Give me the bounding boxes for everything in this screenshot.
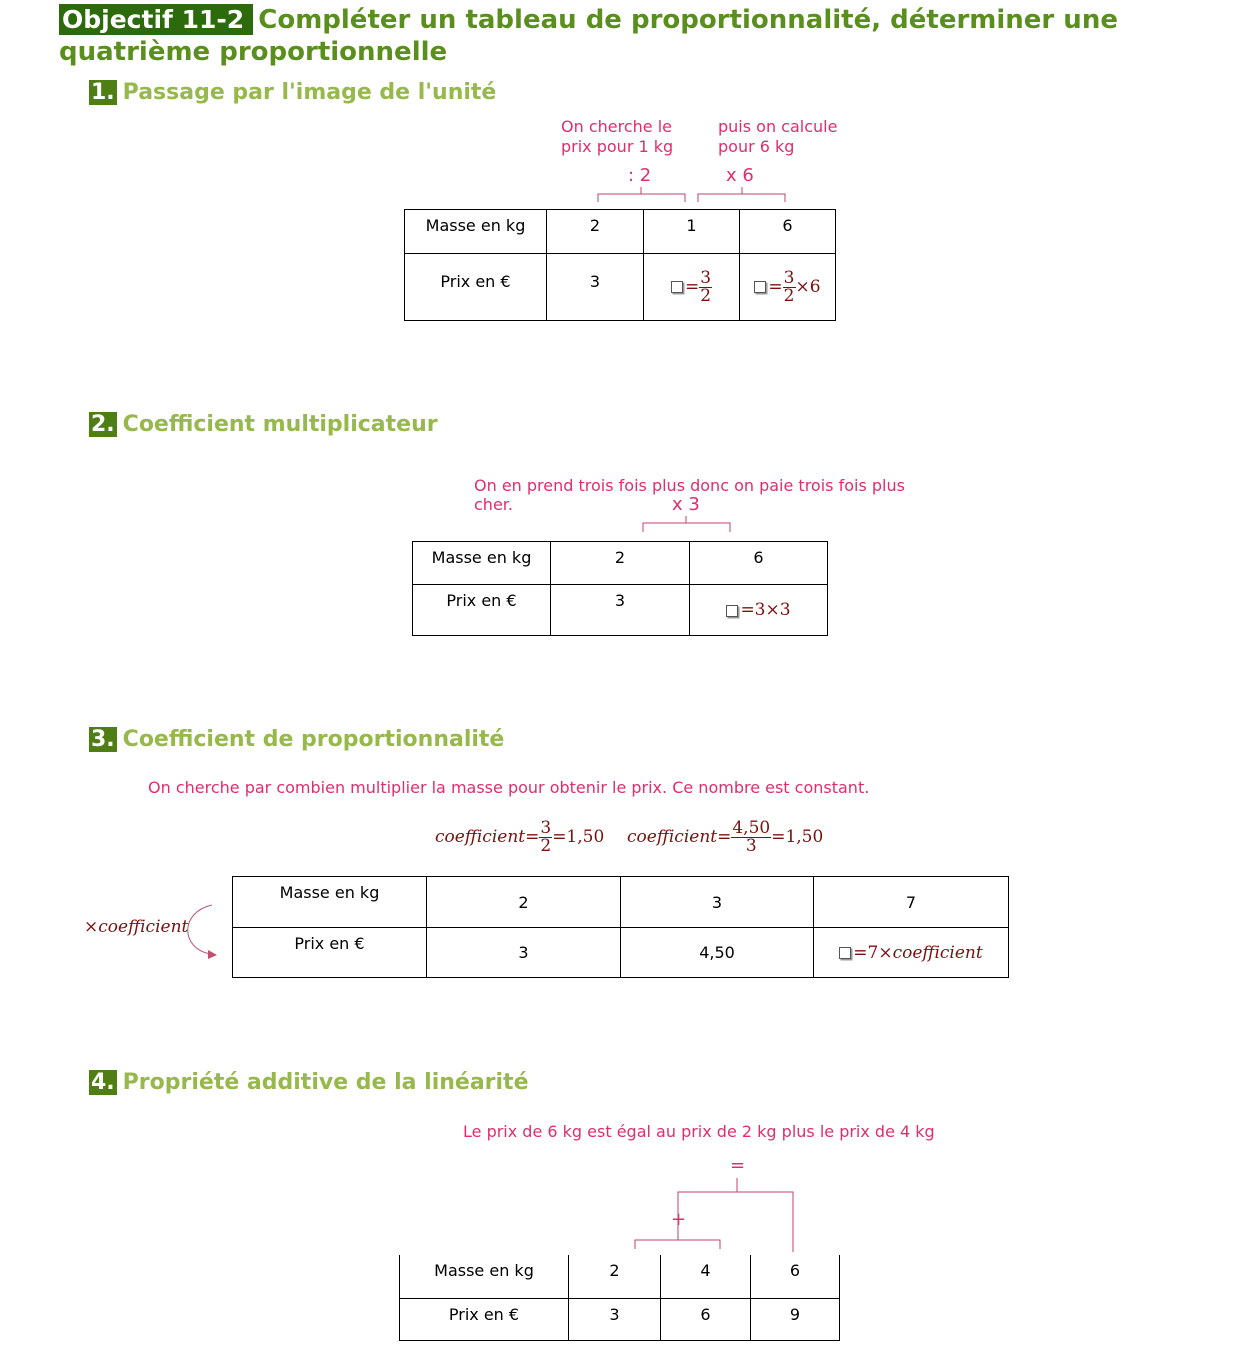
- table-cell: 7: [814, 877, 1009, 928]
- side-coefficient-label: ×coefficient: [84, 917, 189, 937]
- table-cell: 3: [621, 877, 814, 928]
- objective-badge: Objectif 11-2: [59, 4, 253, 35]
- operator-equals: =: [730, 1155, 746, 1176]
- table-cell: 3: [569, 1298, 661, 1340]
- table-cell: 2: [551, 542, 690, 585]
- note-constant: On cherche par combien multiplier la masse pour obtenir le prix. Ce nombre est constant.: [148, 778, 870, 797]
- table-cell: 9: [751, 1298, 840, 1340]
- formula-cell-six: = $\frac{3}{2}$ ×6: [740, 254, 836, 321]
- note-three-times: On en prend trois fois plus donc on paie trois fois plus cher.: [474, 476, 905, 514]
- table-cell: 2: [569, 1255, 661, 1298]
- section-title: Propriété additive de la linéarité: [122, 1070, 529, 1095]
- table-cell: 4: [661, 1255, 751, 1298]
- section-number: 3.: [91, 727, 115, 752]
- table-cell: 6: [661, 1298, 751, 1340]
- formula-cell-unit: = $\frac{3}{2}$: [644, 254, 740, 321]
- row-label-mass: Masse en kg: [413, 542, 551, 585]
- row-label-price: Prix en €: [233, 928, 427, 978]
- formula-cell: =3×3: [690, 585, 828, 636]
- section-title: Passage par l'image de l'unité: [122, 80, 497, 105]
- operator-plus: +: [671, 1209, 687, 1230]
- row-label-mass: Masse en kg: [233, 877, 427, 928]
- section-title: Coefficient de proportionnalité: [122, 727, 505, 752]
- note-additive: Le prix de 6 kg est égal au prix de 2 kg plus le prix de 4 kg: [463, 1122, 935, 1141]
- table-cell: 6: [751, 1255, 840, 1298]
- page-title: Compléter un tableau de proportionnalité, déterminer une quatrième proportionnelle: [59, 5, 1118, 67]
- row-label-price: Prix en €: [413, 585, 551, 636]
- table-cell: 3: [547, 254, 644, 321]
- formula-coefficient-2: coefficient= $\frac{4,50}{3}$ =1,50: [627, 818, 824, 856]
- formula-cell: =7×coefficient: [814, 928, 1009, 978]
- section-number: 4.: [91, 1070, 115, 1095]
- section-number: 2.: [91, 412, 115, 437]
- operator-times-6: x 6: [726, 165, 754, 186]
- row-label-mass: Masse en kg: [405, 210, 547, 254]
- table-cell: 4,50: [621, 928, 814, 978]
- formula-coefficient-1: coefficient= $\frac{3}{2}$ =1,50: [435, 818, 605, 856]
- table-cell: 1: [644, 210, 740, 254]
- operator-divide-2: : 2: [628, 165, 652, 186]
- table-cell: 6: [690, 542, 828, 585]
- operator-times-3: x 3: [672, 494, 700, 515]
- table-cell: 2: [427, 877, 621, 928]
- table-additive: [399, 1255, 840, 1341]
- row-label-price: Prix en €: [400, 1298, 569, 1340]
- note-unit-price: On cherche le prix pour 1 kg: [561, 117, 674, 156]
- table-cell: 6: [740, 210, 836, 254]
- table-cell: 2: [547, 210, 644, 254]
- row-label-mass: Masse en kg: [400, 1255, 569, 1298]
- section-number: 1.: [91, 80, 115, 105]
- row-label-price: Prix en €: [405, 254, 547, 321]
- table-cell: 3: [427, 928, 621, 978]
- table-cell: 3: [551, 585, 690, 636]
- section-title: Coefficient multiplicateur: [122, 412, 438, 437]
- note-six-kg: puis on calcule pour 6 kg: [718, 117, 838, 156]
